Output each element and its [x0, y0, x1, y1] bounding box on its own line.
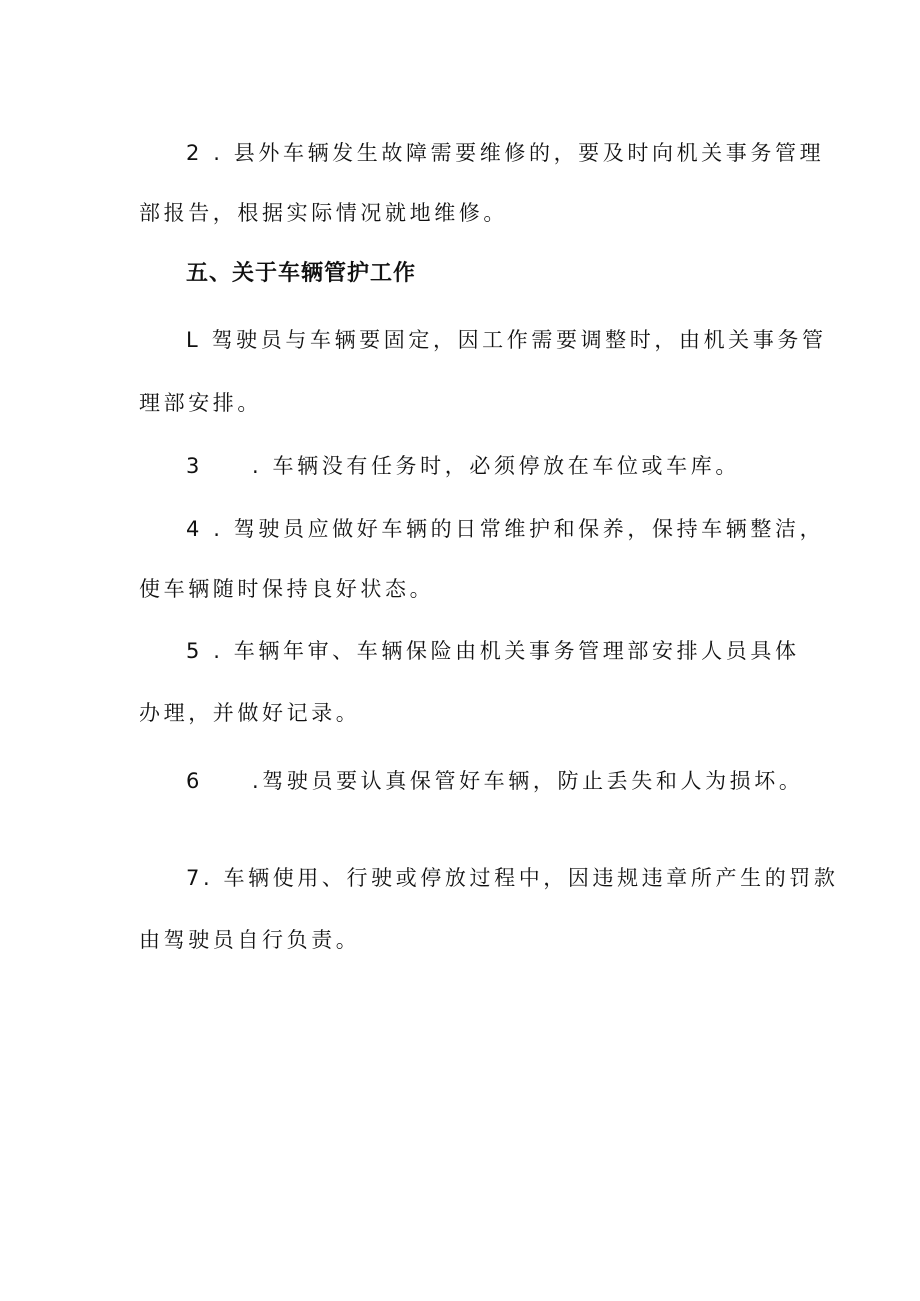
item-3-number: 3 — [186, 454, 203, 478]
item-3-line — [186, 451, 740, 481]
item-7-line-1: 7. 车辆使用、行驶或停放过程中，因违规违章所产生的罚款 — [186, 866, 839, 890]
item-6-number: 6 — [186, 769, 203, 793]
item-5-line-2: 办理，并做好记录。 — [139, 701, 361, 725]
item-5-line-1: 5 . 车辆年审、车辆保险由机关事务管理部安排人员具体 — [186, 639, 800, 663]
item-6-text: .驾驶员要认真保管好车辆，防止丢失和人为损坏。 — [252, 769, 804, 793]
item-2-line-1: 2 . 县外车辆发生故障需要维修的，要及时向机关事务管理 — [186, 141, 825, 165]
item-4-line-2: 使车辆随时保持良好状态。 — [139, 577, 435, 601]
item-4-line-1: 4 . 驾驶员应做好车辆的日常维护和保养，保持车辆整洁， — [186, 517, 825, 541]
item-6-line — [186, 766, 803, 796]
item-2-line-2: 部报告，根据实际情况就地维修。 — [139, 201, 508, 225]
section-5-heading: 五、关于车辆管护工作 — [186, 261, 417, 286]
item-1-line-2: 理部安排。 — [139, 391, 262, 415]
item-1-line-1: L 驾驶员与车辆要固定，因工作需要调整时，由机关事务管 — [186, 328, 827, 352]
item-7-line-2: 由驾驶员自行负责。 — [139, 928, 361, 952]
item-3-text: . 车辆没有任务时，必须停放在车位或车库。 — [252, 454, 740, 478]
